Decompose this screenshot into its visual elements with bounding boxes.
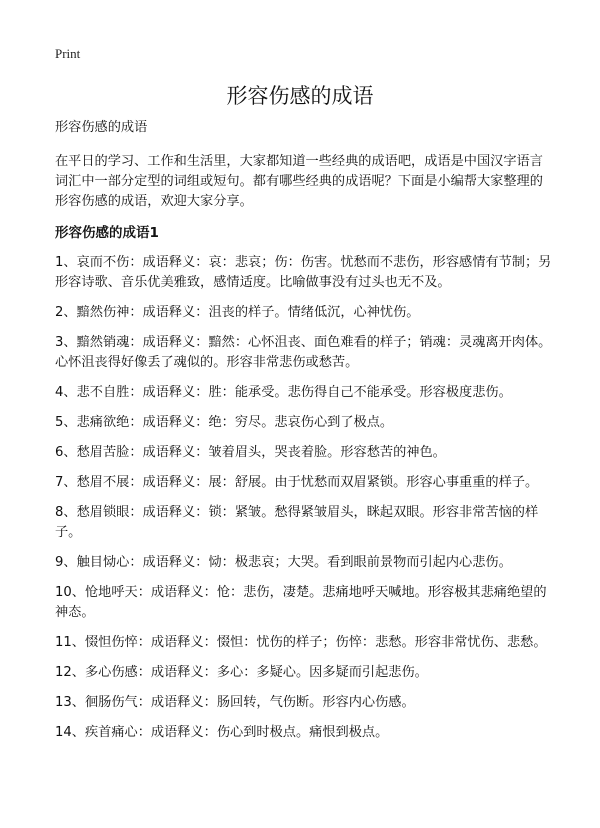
intro-paragraph: 在平日的学习、工作和生活里，大家都知道一些经典的成语吧，成语是中国汉字语言词汇中一部分定型的词组或短句。都有哪些经典的成语呢？下面是小编帮大家整理的形容伤感的成语，欢迎大家分享。	[55, 154, 543, 209]
article-body	[55, 118, 552, 753]
idiom-item: 9、触目恸心：成语释义：恸：极悲哀；大哭。看到眼前景物而引起内心悲伤。	[55, 555, 512, 570]
idiom-item: 4、悲不自胜：成语释义：胜：能承受。悲伤得自己不能承受。形容极度悲伤。	[55, 385, 512, 400]
print-link[interactable]: Print	[55, 46, 81, 61]
idiom-item: 1、哀而不伤：成语释义：哀：悲哀；伤：伤害。忧愁而不悲伤，形容感情有节制；另形容诗歌、音乐优美雅致，感情适度。比喻做事没有过头也无不及。	[55, 255, 552, 290]
article-subtitle: 形容伤感的成语	[55, 120, 148, 135]
idiom-item: 3、黯然销魂：成语释义：黯然：心怀沮丧、面色难看的样子；销魂：灵魂离开肉体。心怀沮丧得好像丢了魂似的。形容非常悲伤或愁苦。	[55, 335, 552, 370]
page-title: 形容伤感的成语	[226, 84, 374, 108]
idiom-item: 11、惙怛伤悴：成语释义：惙怛：忧伤的样子；伤悴：悲愁。形容非常忧伤、悲愁。	[55, 635, 547, 650]
idiom-item: 13、徊肠伤气：成语释义：肠回转，气伤断。形容内心伤感。	[55, 695, 415, 710]
idiom-item: 5、悲痛欲绝：成语释义：绝：穷尽。悲哀伤心到了极点。	[55, 415, 394, 430]
idiom-item: 10、怆地呼天：成语释义：怆：悲伤，凄楚。悲痛地呼天喊地。形容极其悲痛绝望的神态。	[55, 585, 547, 620]
idiom-item: 6、愁眉苦脸：成语释义：皱着眉头，哭丧着脸。形容愁苦的神色。	[55, 445, 446, 460]
idiom-item: 8、愁眉锁眼：成语释义：锁：紧皱。愁得紧皱眉头，眯起双眼。形容非常苦恼的样子。	[55, 505, 539, 540]
idiom-item: 12、多心伤感：成语释义：多心：多疑心。因多疑而引起悲伤。	[55, 665, 428, 680]
idiom-item: 7、愁眉不展：成语释义：展：舒展。由于忧愁而双眉紧锁。形容心事重重的样子。	[55, 475, 539, 490]
idiom-item: 14、疾首痛心：成语释义：伤心到时极点。痛恨到极点。	[55, 725, 389, 740]
section-heading: 形容伤感的成语1	[55, 225, 159, 241]
idiom-item: 2、黯然伤神：成语释义：沮丧的样子。情绪低沉，心神忧伤。	[55, 305, 420, 320]
idiom-list	[55, 253, 552, 743]
